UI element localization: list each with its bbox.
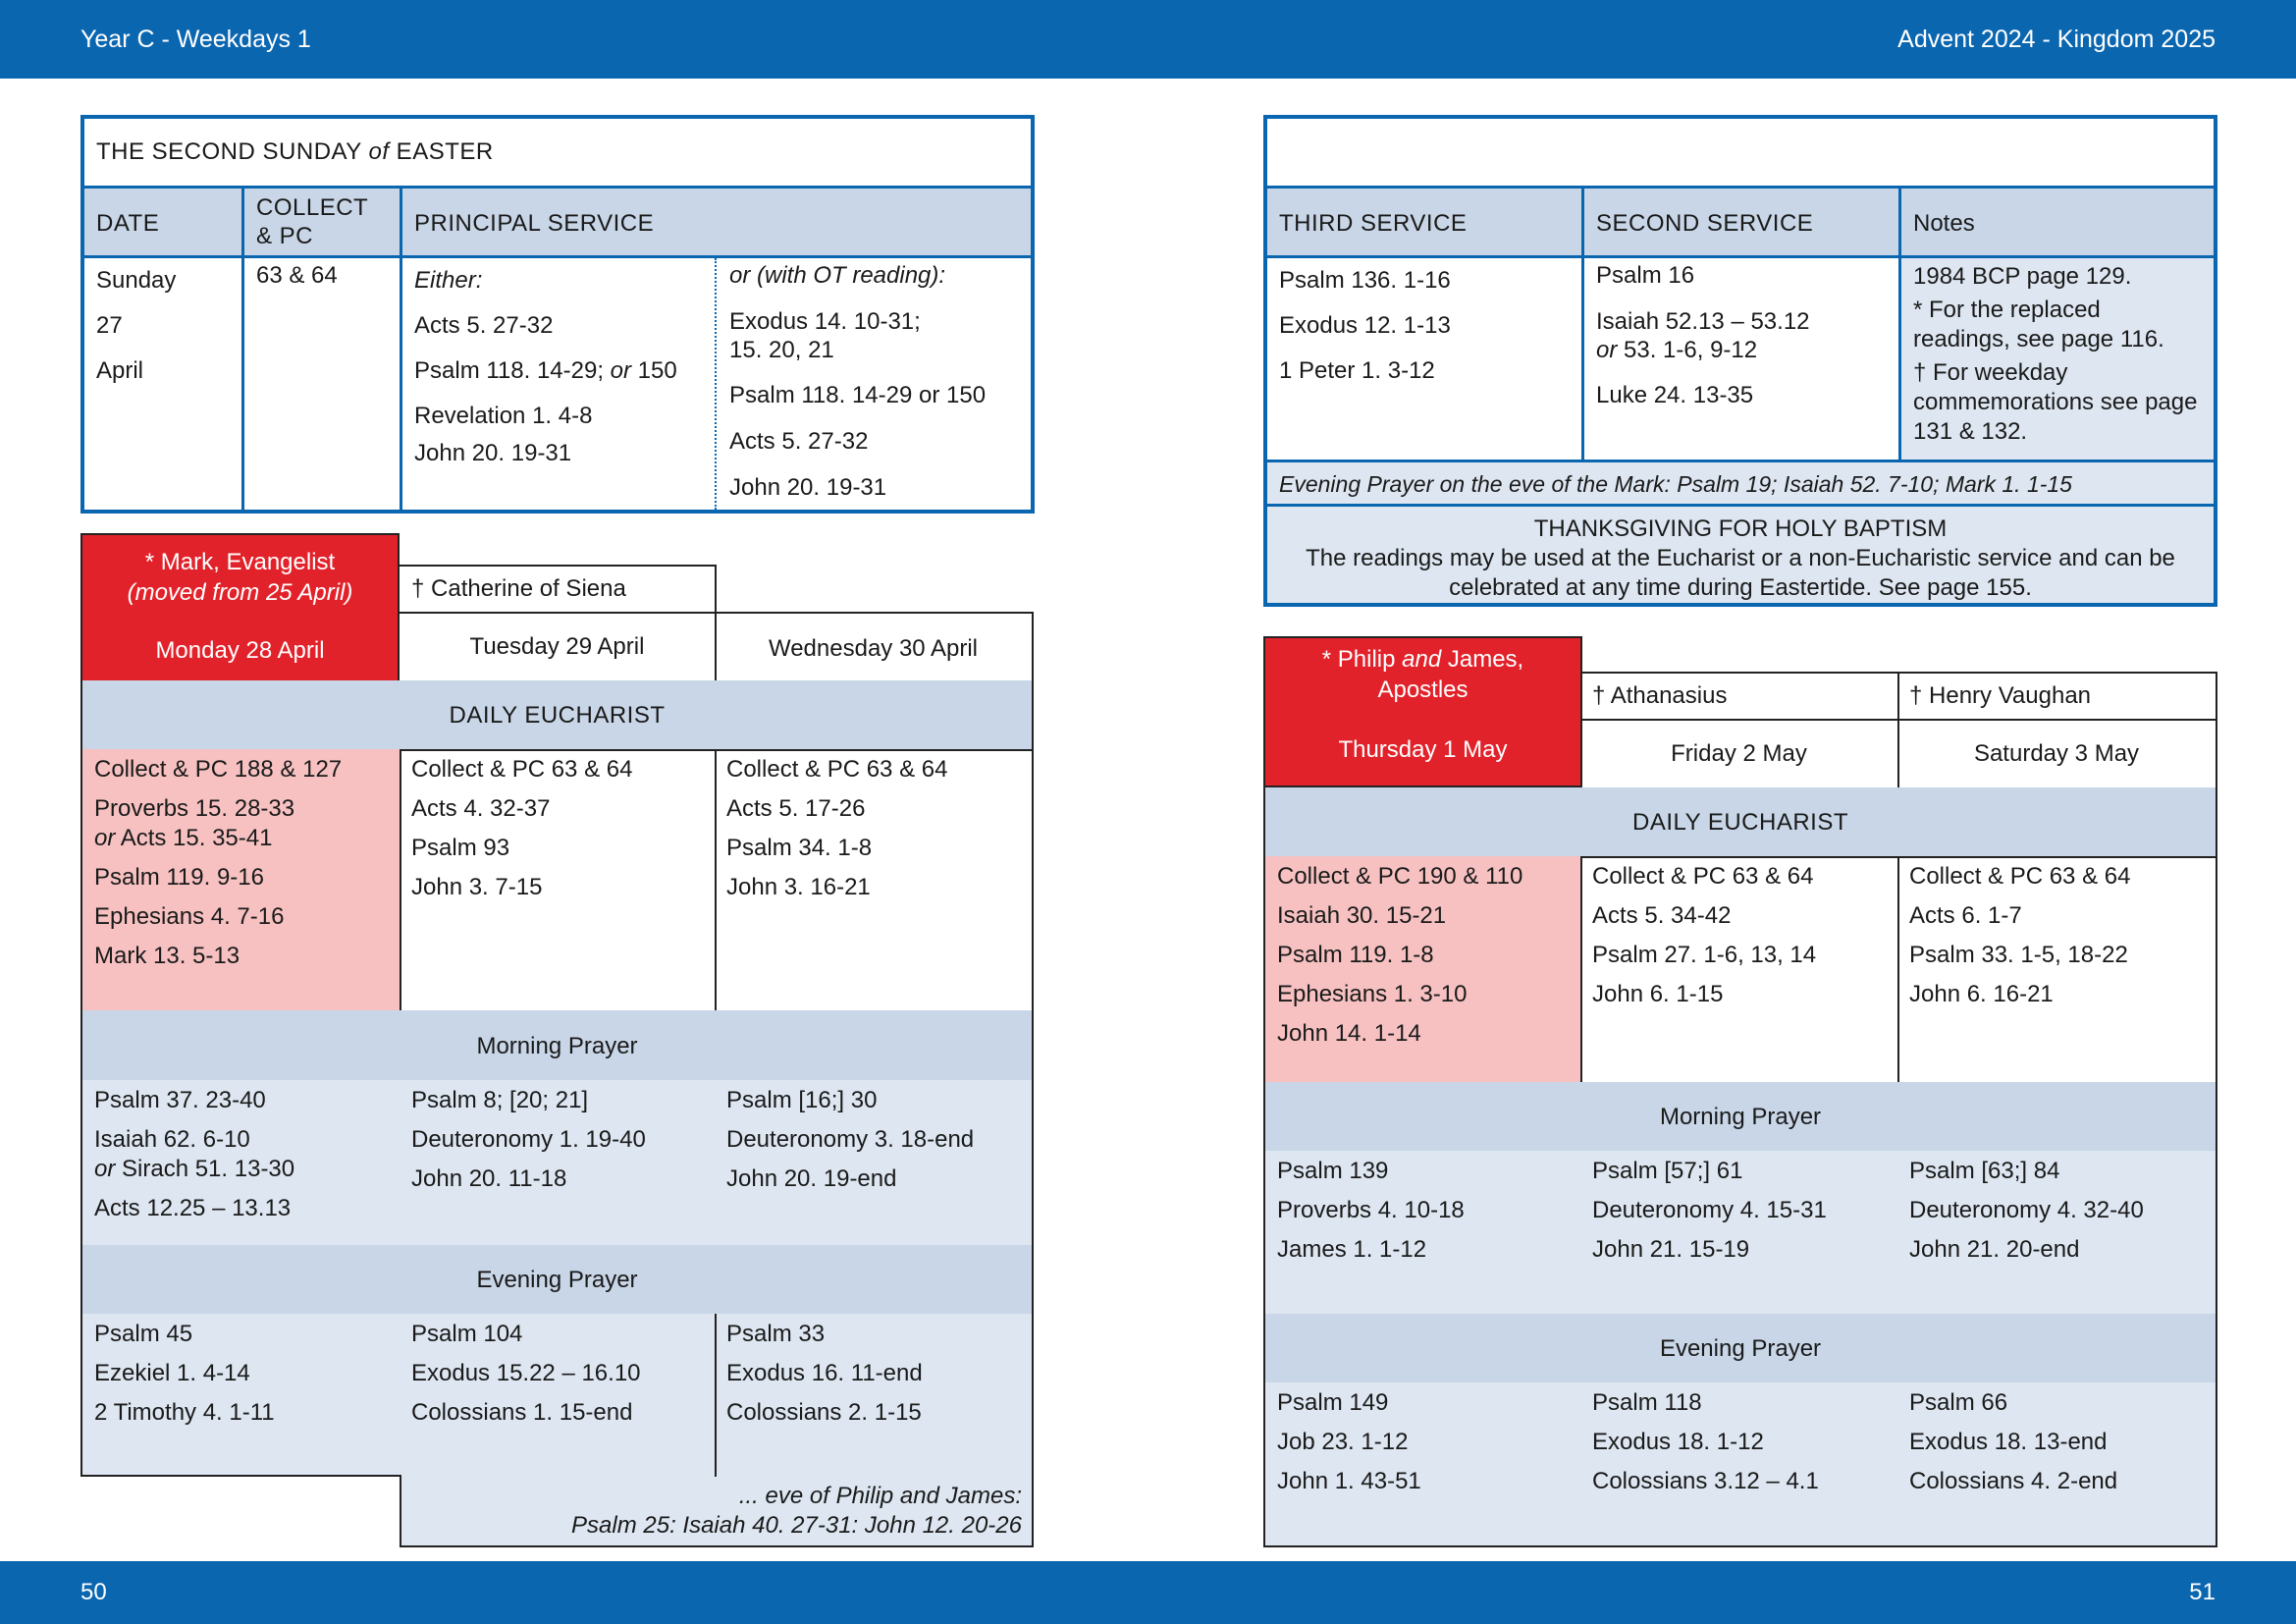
morning-friday: Psalm [57;] 61 Deuteronomy 4. 15-31 John 21. 15-19 bbox=[1580, 1151, 1899, 1316]
eucharist-friday: Collect & PC 63 & 64 Acts 5. 34-42 Psalm 27. 1-6, 13, 14 John 6. 1-15 bbox=[1580, 856, 1899, 1084]
sunday-principal-table bbox=[80, 115, 1035, 514]
eucharist-tuesday: Collect & PC 63 & 64 Acts 4. 32-37 Psalm 93 John 3. 7-15 bbox=[400, 749, 717, 1012]
col-header-third: THIRD SERVICE bbox=[1267, 189, 1584, 258]
evening-saturday: Psalm 66 Exodus 18. 13-end Colossians 4. 2-end bbox=[1897, 1382, 2217, 1547]
evening-friday: Psalm 118 Exodus 18. 1-12 Colossians 3.12 – 4.1 bbox=[1580, 1382, 1899, 1547]
col-header-second: SECOND SERVICE bbox=[1584, 189, 1901, 258]
evening-prayer-header-left: Evening Prayer bbox=[80, 1245, 1034, 1316]
sunday-collect-cell: 63 & 64 bbox=[244, 258, 402, 510]
header-bar bbox=[0, 0, 2296, 79]
sunday-title: THE SECOND SUNDAY of EASTER bbox=[84, 119, 1031, 189]
page-number-right: 51 bbox=[2189, 1579, 2216, 1605]
sunday-either-cell: Either: Acts 5. 27-32 Psalm 118. 14-29; or 150 Revelation 1. 4-8 John 20. 19-31 bbox=[402, 258, 717, 510]
evening-thursday: Psalm 149 Job 23. 1-12 John 1. 43-51 bbox=[1263, 1382, 1582, 1547]
footer-bar bbox=[0, 1561, 2296, 1624]
page-number-left: 50 bbox=[80, 1579, 107, 1605]
morning-prayer-header-right: Morning Prayer bbox=[1263, 1082, 2217, 1153]
col-header-principal: PRINCIPAL SERVICE bbox=[402, 189, 1031, 258]
baptism-note: THANKSGIVING FOR HOLY BAPTISM The readings may be used at the Eucharist or a non-Eucharistic service and can be celebrated at any time during Eastertide. See page 155. bbox=[1267, 507, 2214, 603]
evening-prayer-header-right: Evening Prayer bbox=[1263, 1314, 2217, 1384]
eve-of-mark-note: Evening Prayer on the eve of the Mark: Psalm 19; Isaiah 52. 7-10; Mark 1. 1-15 bbox=[1267, 462, 2214, 507]
col-header-date: DATE bbox=[84, 189, 244, 258]
morning-thursday: Psalm 139 Proverbs 4. 10-18 James 1. 1-12 bbox=[1263, 1151, 1582, 1316]
morning-tuesday: Psalm 8; [20; 21] Deuteronomy 1. 19-40 John 20. 11-18 bbox=[400, 1080, 717, 1247]
notes-cell: 1984 BCP page 129. * For the replaced readings, see page 116. † For weekday commemorations see page 131 & 132. bbox=[1901, 258, 2214, 462]
sunday-title-blank bbox=[1267, 119, 2214, 189]
col-header-collect: COLLECT & PC bbox=[244, 189, 402, 258]
eucharist-wednesday: Collect & PC 63 & 64 Acts 5. 17-26 Psalm 34. 1-8 John 3. 16-21 bbox=[715, 749, 1034, 1012]
second-service-cell: Psalm 16 Isaiah 52.13 – 53.12 or 53. 1-6, 9-12 Luke 24. 13-35 bbox=[1584, 258, 1901, 462]
morning-monday: Psalm 37. 23-40 Isaiah 62. 6-10 or Sirach 51. 13-30 Acts 12.25 – 13.13 bbox=[80, 1080, 401, 1247]
header-right: Advent 2024 - Kingdom 2025 bbox=[1897, 26, 2216, 53]
morning-wednesday: Psalm [16;] 30 Deuteronomy 3. 18-end John 20. 19-end bbox=[715, 1080, 1034, 1247]
sunday-ot-cell: or (with OT reading): Exodus 14. 10-31; 15. 20, 21 Psalm 118. 14-29 or 150 Acts 5. 27-32 John 20. 19-31 bbox=[729, 262, 987, 501]
commemoration-catherine: † Catherine of Siena bbox=[400, 565, 717, 614]
feast-philip-james: * Philip and James, Apostles Thursday 1 May bbox=[1263, 636, 1582, 787]
day-wednesday: Wednesday 30 April bbox=[715, 612, 1034, 682]
evening-wednesday-fill bbox=[715, 1314, 717, 1477]
daily-eucharist-header-left: DAILY EUCHARIST bbox=[80, 680, 1034, 751]
eucharist-thursday: Collect & PC 190 & 110 Isaiah 30. 15-21 Psalm 119. 1-8 Ephesians 1. 3-10 John 14. 1-14 bbox=[1263, 856, 1582, 1084]
third-service-cell: Psalm 136. 1-16 Exodus 12. 1-13 1 Peter 1. 3-12 bbox=[1267, 258, 1584, 462]
sunday-other-services-table bbox=[1263, 115, 2217, 607]
commemoration-henry-vaughan: † Henry Vaughan bbox=[1897, 672, 2217, 721]
eucharist-saturday: Collect & PC 63 & 64 Acts 6. 1-7 Psalm 33. 1-5, 18-22 John 6. 16-21 bbox=[1897, 856, 2217, 1084]
col-header-notes: Notes bbox=[1901, 189, 2214, 258]
eucharist-monday: Collect & PC 188 & 127 Proverbs 15. 28-33 or Acts 15. 35-41 Psalm 119. 9-16 Ephesians 4. 7-16 Mark 13. 5-13 bbox=[80, 749, 401, 1012]
header-left: Year C - Weekdays 1 bbox=[80, 26, 311, 53]
evening-monday: Psalm 45 Ezekiel 1. 4-14 2 Timothy 4. 1-11 bbox=[80, 1314, 401, 1477]
commemoration-athanasius: † Athanasius bbox=[1580, 672, 1899, 721]
sunday-date-cell: Sunday 27 April bbox=[84, 258, 244, 510]
daily-eucharist-header-right: DAILY EUCHARIST bbox=[1263, 787, 2217, 858]
feast-mark-evangelist: * Mark, Evangelist (moved from 25 April) Monday 28 April bbox=[80, 533, 400, 682]
morning-prayer-header-left: Morning Prayer bbox=[80, 1010, 1034, 1082]
day-friday: Friday 2 May bbox=[1580, 719, 1899, 789]
morning-saturday: Psalm [63;] 84 Deuteronomy 4. 32-40 John 21. 20-end bbox=[1897, 1151, 2217, 1316]
day-tuesday: Tuesday 29 April bbox=[400, 612, 717, 682]
eve-of-philip-james-note: ... eve of Philip and James: Psalm 25: Isaiah 40. 27-31: John 12. 20-26 bbox=[400, 1475, 1034, 1547]
day-saturday: Saturday 3 May bbox=[1897, 719, 2217, 789]
evening-wednesday: Psalm 33 Exodus 16. 11-end Colossians 2. 1-15 bbox=[715, 1314, 1034, 1477]
evening-tuesday: Psalm 104 Exodus 15.22 – 16.10 Colossians 1. 15-end bbox=[400, 1314, 717, 1477]
